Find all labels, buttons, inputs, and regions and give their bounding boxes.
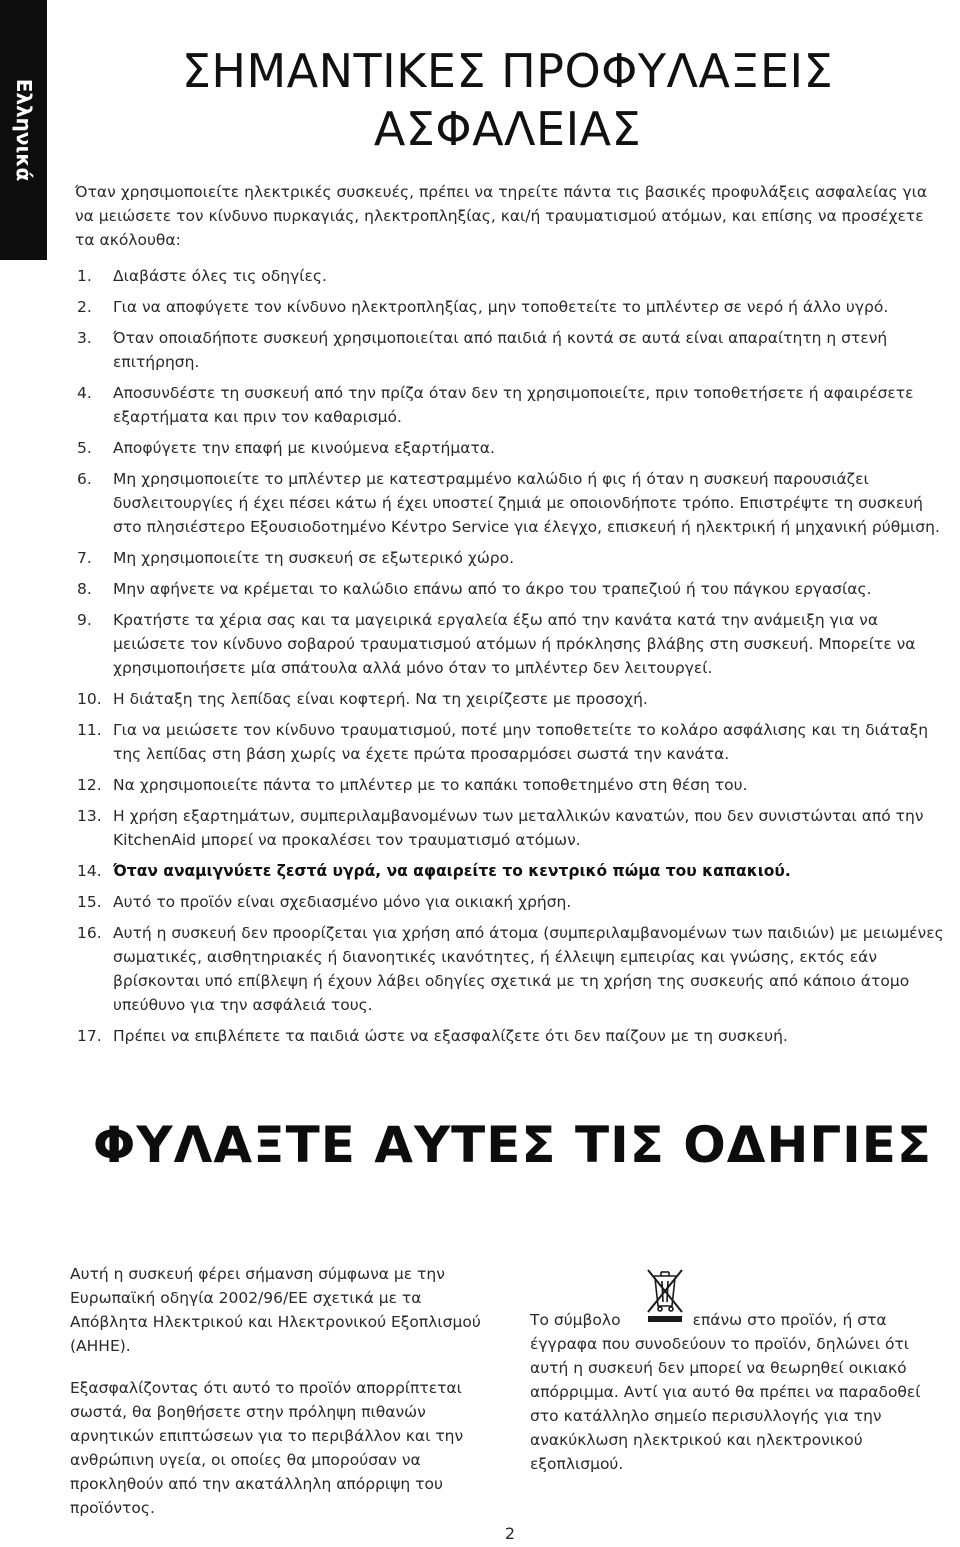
list-item-text: Να χρησιμοποιείτε πάντα το μπλέντερ με το καπάκι τοποθετημένο στη θέση του. bbox=[113, 776, 748, 794]
list-item-number: 2. bbox=[77, 298, 92, 316]
list-item-number: 9. bbox=[77, 611, 92, 629]
page-title-line2: ΑΣΦΑΛΕΙΑΣ bbox=[373, 102, 642, 156]
list-item-number: 3. bbox=[77, 329, 92, 347]
list-item-number: 8. bbox=[77, 580, 92, 598]
list-item-text: Μη χρησιμοποιείτε τη συσκευή σε εξωτερικό χώρο. bbox=[113, 549, 515, 567]
list-item-number: 17. bbox=[77, 1027, 102, 1045]
list-item-number: 10. bbox=[77, 690, 102, 708]
safety-list bbox=[75, 264, 945, 1055]
list-item-text: Μη χρησιμοποιείτε το μπλέντερ με κατεστραμμένο καλώδιο ή φις ή όταν η συσκευή παρουσιάζει δυσλειτουργίες ή έχει πέσει κάτω ή έχει υποστεί ζημιά με οποιονδήποτε τρόπο. Επιστρέψτε τη συσκευή στο πλησιέστερο Εξουσιοδοτημένο Κέντρο Service για έλεγχο, επισκευή ή ηλεκτρική ή μηχανική ρύθμιση. bbox=[113, 470, 940, 536]
list-item-text: Για να αποφύγετε τον κίνδυνο ηλεκτροπληξίας, μην τοποθετείτε το μπλέντερ σε νερό ή άλλο υγρό. bbox=[113, 298, 889, 316]
intro-paragraph: Όταν χρησιμοποιείτε ηλεκτρικές συσκευές, πρέπει να τηρείτε πάντα τις βασικές προφυλάξεις ασφαλείας για να μειώσετε τον κίνδυνο πυρκαγιάς, ηλεκτροπληξίας, και/ή τραυματισμού ατόμων, και επίσης να προσέχετε τα ακόλουθα: bbox=[75, 183, 928, 249]
list-item-text: Όταν οποιαδήποτε συσκευή χρησιμοποιείται από παιδιά ή κοντά σε αυτά είναι απαραίτητη η στενή επιτήρηση. bbox=[113, 329, 888, 371]
save-instructions-heading: ΦΥΛΑΞΤΕ ΑΥΤΕΣ ΤΙΣ ΟΔΗΓΙΕΣ bbox=[92, 1116, 933, 1174]
weee-symbol-text bbox=[530, 1308, 950, 1476]
weee-symbol-text-a: Το σύμβολο bbox=[530, 1311, 621, 1329]
list-item bbox=[75, 921, 945, 1017]
list-item-text: Πρέπει να επιβλέπετε τα παιδιά ώστε να εξασφαλίζετε ότι δεν παίζουν με τη συσκευή. bbox=[113, 1027, 788, 1045]
list-item bbox=[75, 804, 945, 852]
list-item-text: Αποφύγετε την επαφή με κινούμενα εξαρτήματα. bbox=[113, 439, 495, 457]
list-item-text: Αυτή η συσκευή δεν προορίζεται για χρήση από άτομα (συμπεριλαμβανομένων των παιδιών) με μειωμένες σωματικές, αισθητηριακές ή διανοητικές ικανότητες, ή έλλειψη εμπειρίας και γνώσης, εκτός εάν βρίσκονται υπό επίβλεψη ή έχουν λάβει οδηγίες σχετικά με τη χρήση της συσκευής από κάποιο άτομο υπεύθυνο για την ασφάλειά τους. bbox=[113, 924, 944, 1014]
weee-paragraph-2: Εξασφαλίζοντας ότι αυτό το προϊόν απορρίπτεται σωστά, θα βοηθήσετε στην πρόληψη πιθανών αρνητικών επιπτώσεων για το περιβάλλον και την ανθρώπινη υγεία, οι οποίες θα μπορούσαν να προκληθούν από την ακατάλληλη απόρριψη του προϊόντος. bbox=[70, 1379, 464, 1517]
page-title-line1: ΣΗΜΑΝΤΙΚΕΣ ΠΡΟΦΥΛΑΞΕΙΣ bbox=[181, 44, 834, 98]
list-item-number: 12. bbox=[77, 776, 102, 794]
list-item-number: 13. bbox=[77, 807, 102, 825]
list-item-text: Η διάταξη της λεπίδας είναι κοφτερή. Να τη χειρίζεστε με προσοχή. bbox=[113, 690, 648, 708]
list-item bbox=[75, 467, 945, 539]
list-item-text: Αυτό το προϊόν είναι σχεδιασμένο μόνο για οικιακή χρήση. bbox=[113, 893, 572, 911]
list-item bbox=[75, 295, 945, 319]
weee-symbol-text-b: επάνω στο προϊόν, ή στα έγγραφα που συνοδεύουν το προϊόν, δηλώνει ότι αυτή η συσκευή δεν μπορεί να θεωρηθεί οικιακό απόρριμμα. Αντί για αυτό θα πρέπει να παραδοθεί στο κατάλληλο σημείο περισυλλογής για την ανακύκλωση ηλεκτρικού και ηλεκτρονικού εξοπλισμού. bbox=[530, 1311, 921, 1473]
weee-left-column bbox=[70, 1262, 490, 1538]
page-number: 2 bbox=[504, 1524, 516, 1543]
list-item bbox=[75, 773, 945, 797]
list-item-text: Για να μειώσετε τον κίνδυνο τραυματισμού, ποτέ μην τοποθετείτε το κολάρο ασφάλισης και τη διάταξη της λεπίδας στη βάση χωρίς να έχετε πρώτα προσαρμόσει σωστά την κανάτα. bbox=[113, 721, 929, 763]
list-item bbox=[75, 546, 945, 570]
list-item bbox=[75, 577, 945, 601]
list-item-text: Όταν αναμιγνύετε ζεστά υγρά, να αφαιρείτε το κεντρικό πώμα του καπακιού. bbox=[113, 862, 791, 880]
list-item-number: 14. bbox=[77, 862, 102, 880]
list-item-number: 6. bbox=[77, 470, 92, 488]
list-item-text: Η χρήση εξαρτημάτων, συμπεριλαμβανομένων των μεταλλικών κανατών, που δεν συνιστώνται από την KitchenAid μπορεί να προκαλέσει τον τραυματισμό ατόμων. bbox=[113, 807, 924, 849]
list-item bbox=[75, 687, 945, 711]
list-item-number: 11. bbox=[77, 721, 102, 739]
list-item-number: 7. bbox=[77, 549, 92, 567]
language-tab-label: Ελληνικά bbox=[11, 78, 36, 182]
list-item-number: 4. bbox=[77, 384, 92, 402]
list-item-number: 15. bbox=[77, 893, 102, 911]
list-item-number: 16. bbox=[77, 924, 102, 942]
weee-right-column bbox=[530, 1308, 950, 1476]
list-item bbox=[75, 326, 945, 374]
weee-paragraph-1: Αυτή η συσκευή φέρει σήμανση σύμφωνα με την Ευρωπαϊκή οδηγία 2002/96/ΕΕ σχετικά με τα Απόβλητα Ηλεκτρικού και Ηλεκτρονικού Εξοπλισμού (ΑΗΗΕ). bbox=[70, 1265, 481, 1355]
language-tab bbox=[0, 0, 47, 260]
list-item-number: 1. bbox=[77, 267, 92, 285]
list-item bbox=[75, 1024, 945, 1048]
list-item-number: 5. bbox=[77, 439, 92, 457]
list-item bbox=[75, 859, 945, 883]
list-item bbox=[75, 381, 945, 429]
page-title bbox=[70, 42, 945, 158]
list-item-text: Κρατήστε τα χέρια σας και τα μαγειρικά εργαλεία έξω από την κανάτα κατά την ανάμειξη για να μειώσετε τον κίνδυνο σοβαρού τραυματισμού ατόμων ή πρόκλησης βλάβης στη συσκευή. Μπορείτε να χρησιμοποιήσετε μία σπάτουλα αλλά μόνο όταν το μπλέντερ δεν λειτουργεί. bbox=[113, 611, 916, 677]
list-item-text: Μην αφήνετε να κρέμεται το καλώδιο επάνω από το άκρο του τραπεζιού ή του πάγκου εργασίας. bbox=[113, 580, 872, 598]
list-item bbox=[75, 718, 945, 766]
list-item-text: Αποσυνδέστε τη συσκευή από την πρίζα όταν δεν τη χρησιμοποιείτε, πριν τοποθετήσετε ή αφαιρέσετε εξαρτήματα και πριν τον καθαρισμό. bbox=[113, 384, 914, 426]
list-item bbox=[75, 436, 945, 460]
list-item bbox=[75, 264, 945, 288]
list-item-text: Διαβάστε όλες τις οδηγίες. bbox=[113, 267, 327, 285]
list-item bbox=[75, 890, 945, 914]
list-item bbox=[75, 608, 945, 680]
